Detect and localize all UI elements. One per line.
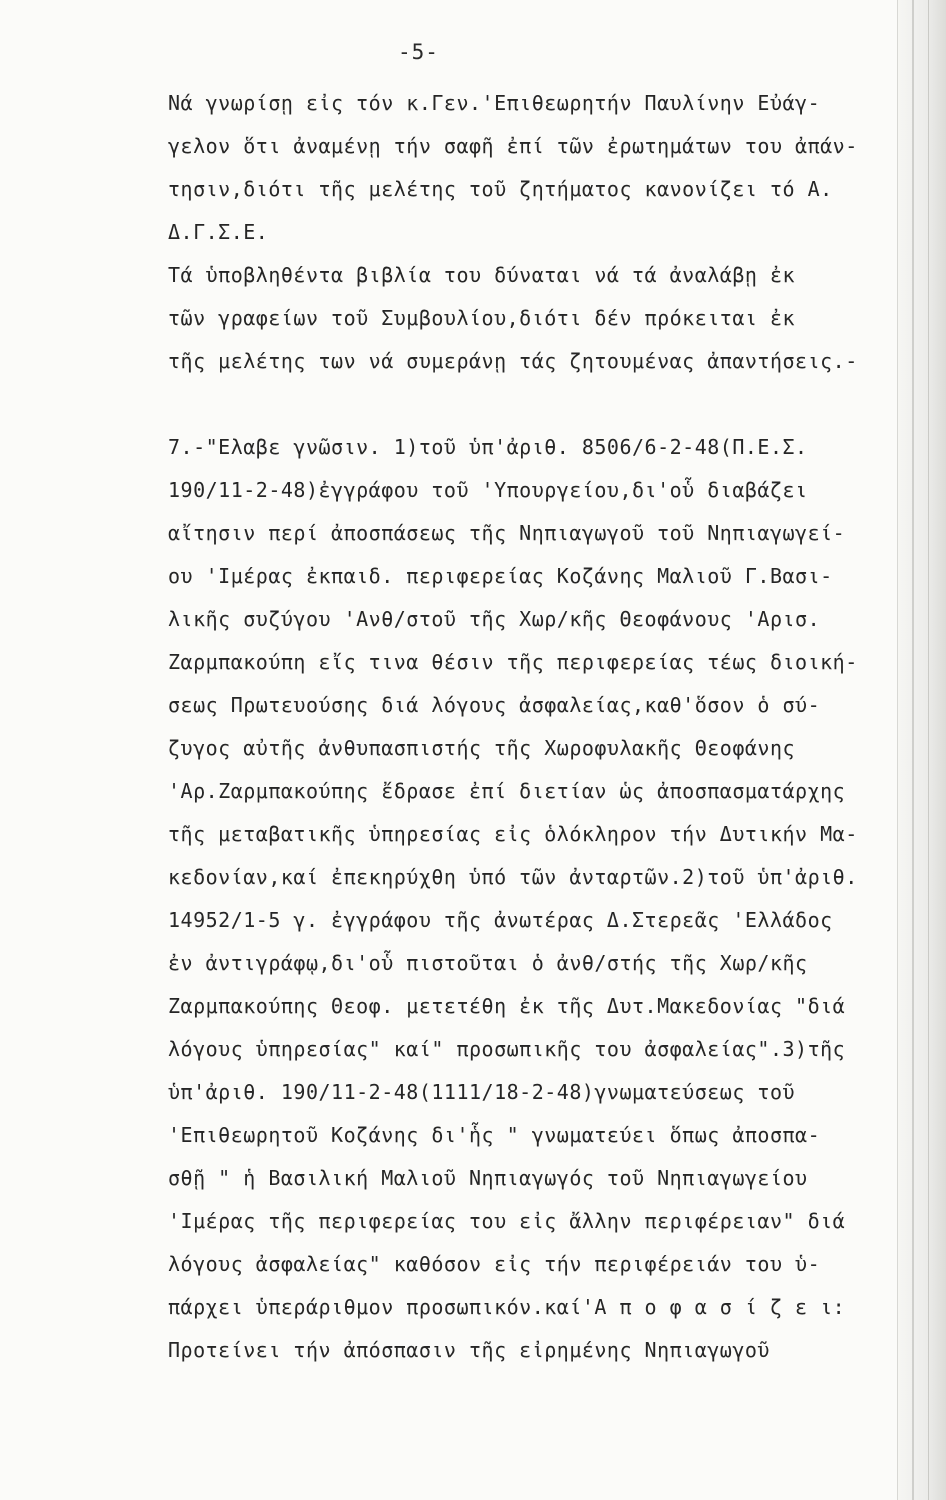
text-line: κεδονίαν,καί ἐπεκηρύχθη ὑπό τῶν ἀνταρτῶν.2)τοῦ ὑπ'ἀριθ. [168, 865, 858, 889]
text-line: Τά ὑποβληθέντα βιβλία του δύναται νά τά ἀναλάβῃ ἐκ [168, 263, 796, 287]
text-line: Ζαρμπακούπης Θεοφ. μετετέθη ἐκ τῆς Δυτ.Μακεδονίας "διά [168, 994, 846, 1018]
text-line: ἐν ἀντιγράφῳ,δι'οὗ πιστοῦται ὁ ἀνθ/στής τῆς Χωρ/κῆς [168, 951, 808, 975]
text-line: 'Αρ.Ζαρμπακούπης ἔδρασε ἐπί διετίαν ὡς ἀποσπασματάρχης [168, 779, 846, 803]
paragraph-3 [168, 426, 888, 1372]
text-line: λόγους ὑπηρεσίας" καί" προσωπικῆς του ἀσφαλείας".3)τῆς [168, 1037, 846, 1061]
text-line: 'Ιμέρας τῆς περιφερείας του εἰς ἄλλην περιφέρειαν" διά [168, 1209, 846, 1233]
text-line: πάρχει ὑπεράριθμον προσωπικόν.καί'Α π ο φ α σ ί ζ ε ι: [168, 1295, 846, 1319]
page-binding-edge [897, 0, 946, 1500]
text-line: γελον ὅτι ἀναμένῃ τήν σαφῆ ἐπί τῶν ἐρωτημάτων του ἀπάν- [168, 134, 858, 158]
text-line: αἴτησιν περί ἀποσπάσεως τῆς Νηπιαγωγοῦ τοῦ Νηπιαγωγεί- [168, 521, 846, 545]
text-line: σεως Πρωτευούσης διά λόγους ἀσφαλείας,καθ'ὅσον ὁ σύ- [168, 693, 821, 717]
text-line: Δ.Γ.Σ.Ε. [168, 220, 269, 244]
text-line: τησιν,διότι τῆς μελέτης τοῦ ζητήματος κανονίζει τό Α. [168, 177, 833, 201]
page-number: -5- [398, 40, 439, 64]
text-line: Νά γνωρίσῃ εἰς τόν κ.Γεν.'Επιθεωρητήν Παυλίνην Εὐάγ- [168, 91, 821, 115]
text-line: 190/11-2-48)ἐγγράφου τοῦ 'Υπουργείου,δι'οὗ διαβάζει [168, 478, 808, 502]
paragraph-1 [168, 82, 888, 254]
text-line: ζυγος αὐτῆς ἀνθυπασπιστής τῆς Χωροφυλακῆς Θεοφάνης [168, 736, 796, 760]
text-line: 14952/1-5 γ. ἐγγράφου τῆς ἀνωτέρας Δ.Στερεᾶς 'Ελλάδος [168, 908, 833, 932]
text-line: Προτείνει τήν ἀπόσπασιν τῆς εἰρημένης Νηπιαγωγοῦ [168, 1338, 770, 1362]
text-line: 7.-"Ελαβε γνῶσιν. 1)τοῦ ὑπ'ἀριθ. 8506/6-2-48(Π.Ε.Σ. [168, 435, 808, 459]
paragraph-gap [168, 383, 888, 426]
document-body [168, 82, 888, 1372]
text-line: τῶν γραφείων τοῦ Συμβουλίου,διότι δέν πρόκειται ἐκ [168, 306, 796, 330]
text-line: Ζαρμπακούπη εἴς τινα θέσιν τῆς περιφερείας τέως διοική- [168, 650, 858, 674]
text-line: τῆς μεταβατικῆς ὑπηρεσίας εἰς ὁλόκληρον τήν Δυτικήν Μα- [168, 822, 858, 846]
text-line: 'Επιθεωρητοῦ Κοζάνης δι'ἧς " γνωματεύει ὅπως ἀποσπα- [168, 1123, 821, 1147]
text-line: ὑπ'ἀριθ. 190/11-2-48(1111/18-2-48)γνωματεύσεως τοῦ [168, 1080, 796, 1104]
text-line: τῆς μελέτης των νά συμεράνῃ τάς ζητουμένας ἀπαντήσεις.- [168, 349, 858, 373]
text-line: λόγους ἀσφαλείας" καθόσον εἰς τήν περιφέρειάν του ὑ- [168, 1252, 821, 1276]
paragraph-2 [168, 254, 888, 383]
text-line: ου 'Ιμέρας ἐκπαιδ. περιφερείας Κοζάνης Μαλιοῦ Γ.Βασι- [168, 564, 833, 588]
text-line: σθῇ " ἡ Βασιλική Μαλιοῦ Νηπιαγωγός τοῦ Νηπιαγωγείου [168, 1166, 808, 1190]
text-line: λικῆς συζύγου 'Ανθ/στοῦ τῆς Χωρ/κῆς Θεοφάνους 'Αρισ. [168, 607, 821, 631]
